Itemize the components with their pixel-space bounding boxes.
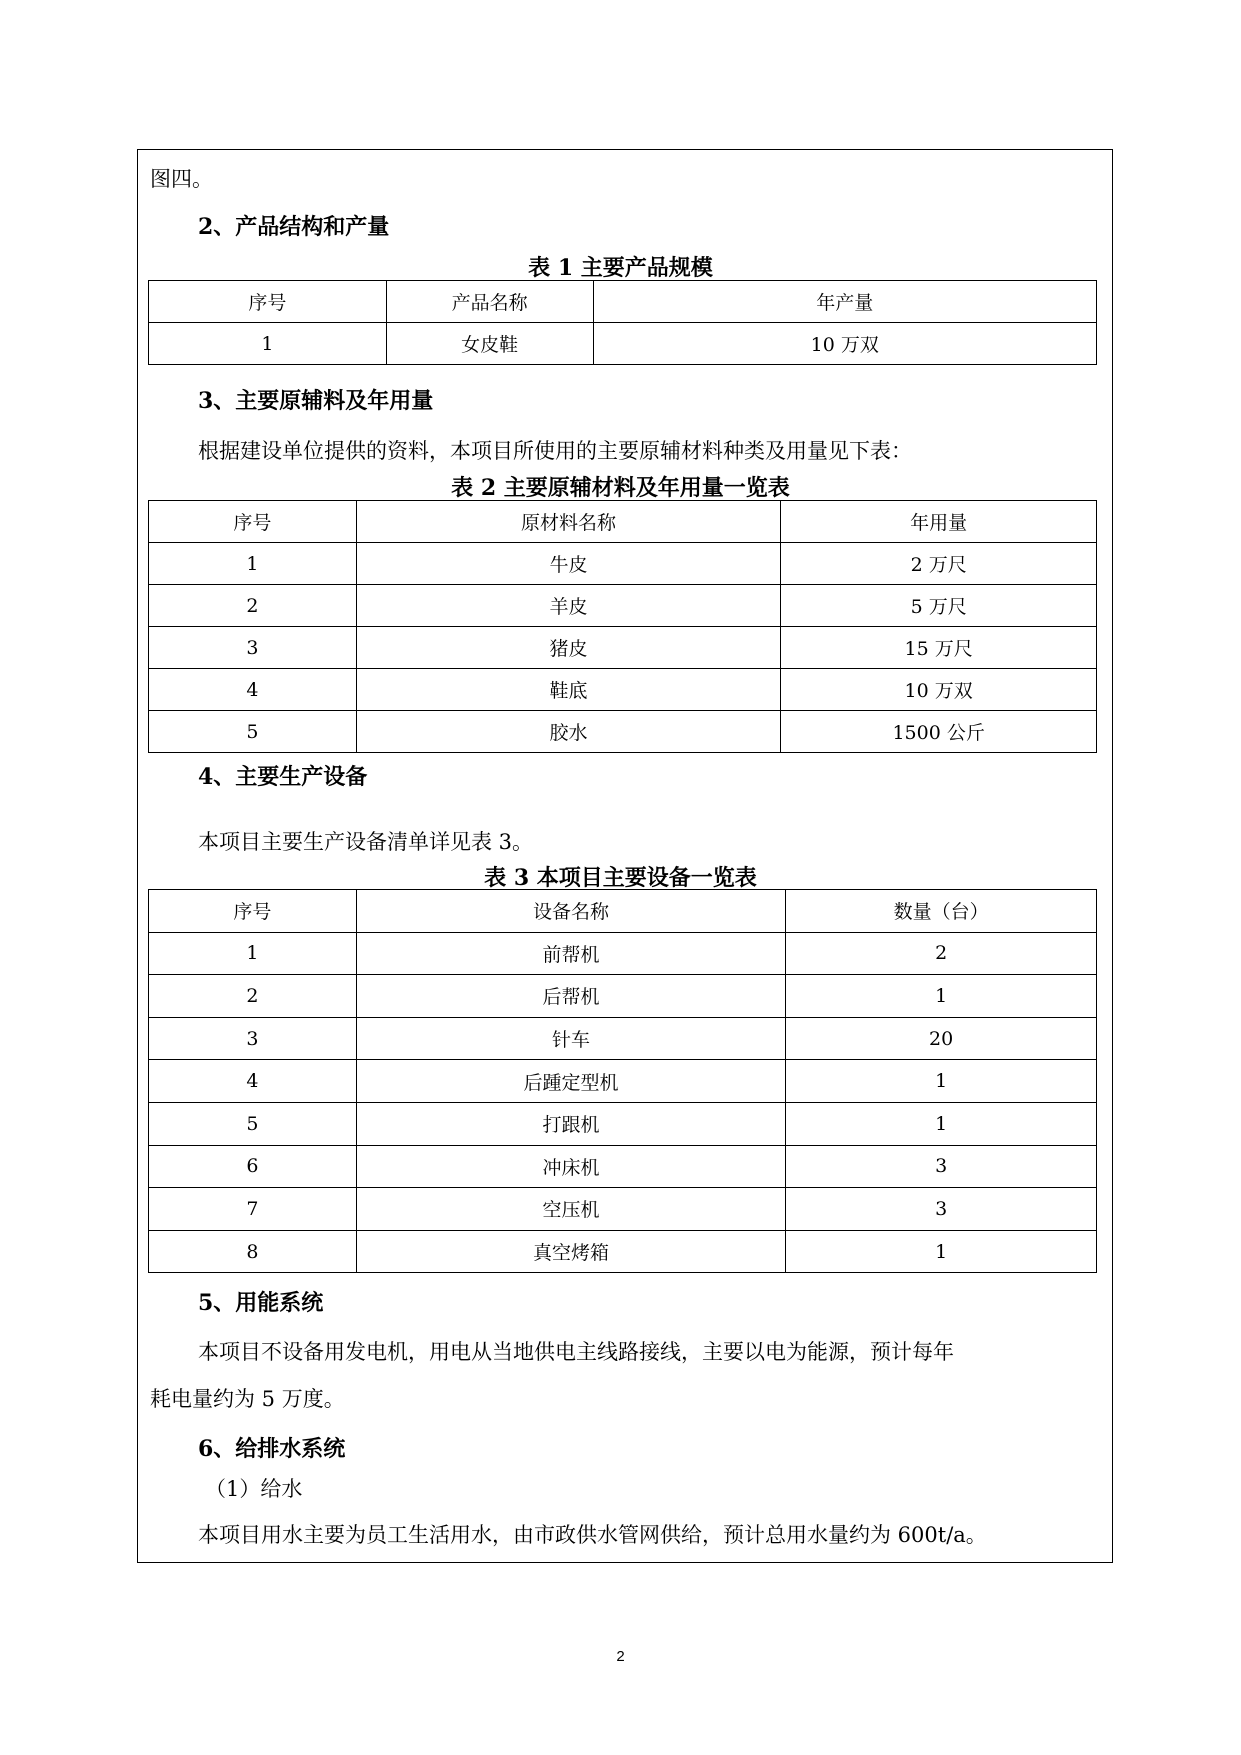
table-cell: 7 — [149, 1188, 357, 1231]
header-cell: 年产量 — [593, 281, 1096, 323]
product-scale-table — [148, 280, 1097, 365]
table-cell: 胶水 — [356, 711, 781, 753]
section-4-heading: 4、主要生产设备 — [198, 764, 368, 790]
table-2-caption: 表 2 主要原辅材料及年用量一览表 — [451, 475, 790, 501]
table-cell: 猪皮 — [356, 627, 781, 669]
table-cell: 2 — [149, 585, 357, 627]
header-cell: 设备名称 — [356, 890, 786, 933]
table-row — [149, 1060, 1097, 1103]
table-cell: 3 — [149, 627, 357, 669]
table-row — [149, 975, 1097, 1018]
table-row — [149, 1017, 1097, 1060]
table-cell: 15 万尺 — [781, 627, 1097, 669]
table-row — [149, 932, 1097, 975]
table-cell: 3 — [786, 1145, 1097, 1188]
table-1-caption: 表 1 主要产品规模 — [528, 255, 713, 281]
table-cell: 8 — [149, 1230, 357, 1273]
section-6-subheading: （1）给水 — [205, 1477, 303, 1501]
table-cell: 4 — [149, 1060, 357, 1103]
table-row — [149, 711, 1097, 753]
table-cell: 牛皮 — [356, 543, 781, 585]
table-row — [149, 1230, 1097, 1273]
table-cell: 针车 — [356, 1017, 786, 1060]
table-cell: 6 — [149, 1145, 357, 1188]
table-cell: 前帮机 — [356, 932, 786, 975]
section-5-heading: 5、用能系统 — [198, 1290, 324, 1316]
table-header-row — [149, 281, 1097, 323]
table-cell: 3 — [786, 1188, 1097, 1231]
header-cell: 产品名称 — [386, 281, 593, 323]
intro-tail-text: 图四。 — [150, 167, 213, 191]
table-cell: 1 — [786, 975, 1097, 1018]
section-3-paragraph: 根据建设单位提供的资料，本项目所使用的主要原辅材料种类及用量见下表： — [198, 439, 912, 463]
table-cell: 3 — [149, 1017, 357, 1060]
equipment-table — [148, 889, 1097, 1273]
table-cell: 冲床机 — [356, 1145, 786, 1188]
table-cell: 1 — [149, 323, 387, 365]
table-cell: 2 万尺 — [781, 543, 1097, 585]
header-cell: 原材料名称 — [356, 501, 781, 543]
table-cell: 5 — [149, 1102, 357, 1145]
table-cell: 1 — [786, 1230, 1097, 1273]
table-cell: 羊皮 — [356, 585, 781, 627]
table-cell: 真空烤箱 — [356, 1230, 786, 1273]
table-cell: 10 万双 — [593, 323, 1096, 365]
table-cell: 1 — [786, 1060, 1097, 1103]
table-cell: 女皮鞋 — [386, 323, 593, 365]
section-5-paragraph-line1: 本项目不设备用发电机，用电从当地供电主线路接线，主要以电为能源，预计每年 — [198, 1340, 954, 1364]
table-header-row — [149, 501, 1097, 543]
table-row — [149, 323, 1097, 365]
section-4-paragraph: 本项目主要生产设备清单详见表 3。 — [198, 830, 534, 854]
table-cell: 5 — [149, 711, 357, 753]
table-row — [149, 1188, 1097, 1231]
section-5-paragraph-line2: 耗电量约为 5 万度。 — [150, 1387, 345, 1411]
section-3-heading: 3、主要原辅料及年用量 — [198, 388, 434, 414]
table-cell: 1 — [149, 932, 357, 975]
table-row — [149, 669, 1097, 711]
table-cell: 1500 公斤 — [781, 711, 1097, 753]
header-cell: 序号 — [149, 501, 357, 543]
table-row — [149, 1102, 1097, 1145]
table-row — [149, 585, 1097, 627]
table-cell: 打跟机 — [356, 1102, 786, 1145]
section-6-paragraph: 本项目用水主要为员工生活用水，由市政供水管网供给，预计总用水量约为 600t/a。 — [198, 1523, 987, 1547]
table-cell: 1 — [786, 1102, 1097, 1145]
table-row — [149, 627, 1097, 669]
table-cell: 5 万尺 — [781, 585, 1097, 627]
table-cell: 4 — [149, 669, 357, 711]
raw-materials-table — [148, 500, 1097, 753]
table-cell: 2 — [149, 975, 357, 1018]
page-number: 2 — [616, 1648, 625, 1665]
header-cell: 年用量 — [781, 501, 1097, 543]
table-cell: 后帮机 — [356, 975, 786, 1018]
table-row — [149, 543, 1097, 585]
header-cell: 数量（台） — [786, 890, 1097, 933]
table-cell: 10 万双 — [781, 669, 1097, 711]
table-row — [149, 1145, 1097, 1188]
table-header-row — [149, 890, 1097, 933]
table-cell: 20 — [786, 1017, 1097, 1060]
table-cell: 空压机 — [356, 1188, 786, 1231]
table-cell: 1 — [149, 543, 357, 585]
section-2-heading: 2、产品结构和产量 — [198, 214, 390, 240]
header-cell: 序号 — [149, 281, 387, 323]
table-cell: 2 — [786, 932, 1097, 975]
table-cell: 后踵定型机 — [356, 1060, 786, 1103]
table-3-caption: 表 3 本项目主要设备一览表 — [484, 865, 757, 891]
header-cell: 序号 — [149, 890, 357, 933]
section-6-heading: 6、给排水系统 — [198, 1436, 346, 1462]
table-cell: 鞋底 — [356, 669, 781, 711]
